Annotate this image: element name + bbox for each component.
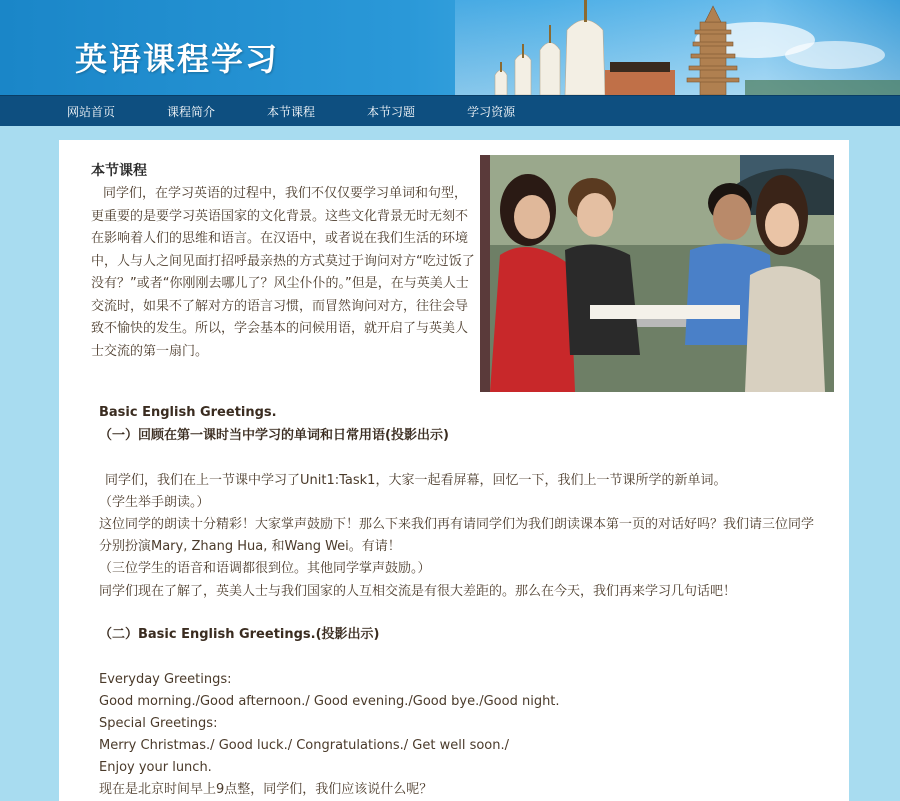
basic-greetings-title: Basic English Greetings. <box>99 405 277 420</box>
pagoda-skyline-image <box>455 0 900 95</box>
part-one-title: （一）回顾在第一课时当中学习的单词和日常用语(投影出示) <box>99 428 449 443</box>
nav-item-course-intro[interactable]: 课程简介 <box>167 104 216 119</box>
site-title: 英语课程学习 <box>75 40 280 78</box>
nav-item-exercises[interactable]: 本节习题 <box>367 104 416 119</box>
intro-paragraph: 同学们，在学习英语的过程中，我们不仅仅要学习单词和句型，更重要的是要学习英语国家的文化背景。这些文化背景无时无刻不在影响着人们的思维和语言。在汉语中，或者说在我们生活的环境中，人与人之间见面打招呼最亲热的方式莫过于询问对方“吃过饭了没有？”或者“你刚刚去哪儿了？风尘仆仆的。”但是，在与英美人士交流时，如果不了解对方的语言习惯，而冒然询问对方，往往会导致不愉快的发生。所以，学会基本的问候用语，就开启了与英美人士交流的第一扇门。 <box>91 186 475 359</box>
main-nav <box>0 95 900 126</box>
paragraph-review: 同学们，我们在上一节课中学习了Unit1:Task1，大家一起看屏幕，回忆一下，我们上一节课所学的新单词。 <box>105 473 727 488</box>
paragraph-difference: 同学们现在了解了，英美人士与我们国家的人互相交流是有很大差距的。那么在今天，我们再来学习几句话吧！ <box>99 584 737 599</box>
part-two-title: （二）Basic English Greetings.(投影出示) <box>99 627 380 642</box>
nav-item-resources[interactable]: 学习资源 <box>467 104 516 119</box>
everyday-greetings-text: Good morning./Good afternoon./ Good evening./Good bye./Good night. <box>99 694 560 709</box>
special-greetings-label: Special Greetings: <box>99 716 218 731</box>
content-panel <box>59 140 849 801</box>
paragraph-students-read: （学生举手朗读。） <box>99 495 210 510</box>
students-studying-photo <box>480 155 834 392</box>
question-text: 现在是北京时间早上9点整，同学们，我们应该说什么呢？ <box>99 782 433 797</box>
header-banner <box>0 0 900 95</box>
everyday-greetings-label: Everyday Greetings: <box>99 672 232 687</box>
nav-item-home[interactable]: 网站首页 <box>67 104 116 119</box>
paragraph-applause: （三位学生的语音和语调都很到位。其他同学掌声鼓励。） <box>99 561 431 576</box>
special-greetings-text: Merry Christmas./ Good luck./ Congratulations./ Get well soon./ Enjoy your lunch. <box>99 738 510 775</box>
paragraph-dialogue: 这位同学的朗读十分精彩！大家掌声鼓励下！那么下来我们再有请同学们为我们朗读课本第一页的对话好吗？我们请三位同学分别扮演Mary, Zhang Hua, 和Wang Wei。有请！ <box>99 517 815 554</box>
page-title: 本节课程 <box>91 163 147 179</box>
nav-item-current-lesson[interactable]: 本节课程 <box>267 104 316 119</box>
